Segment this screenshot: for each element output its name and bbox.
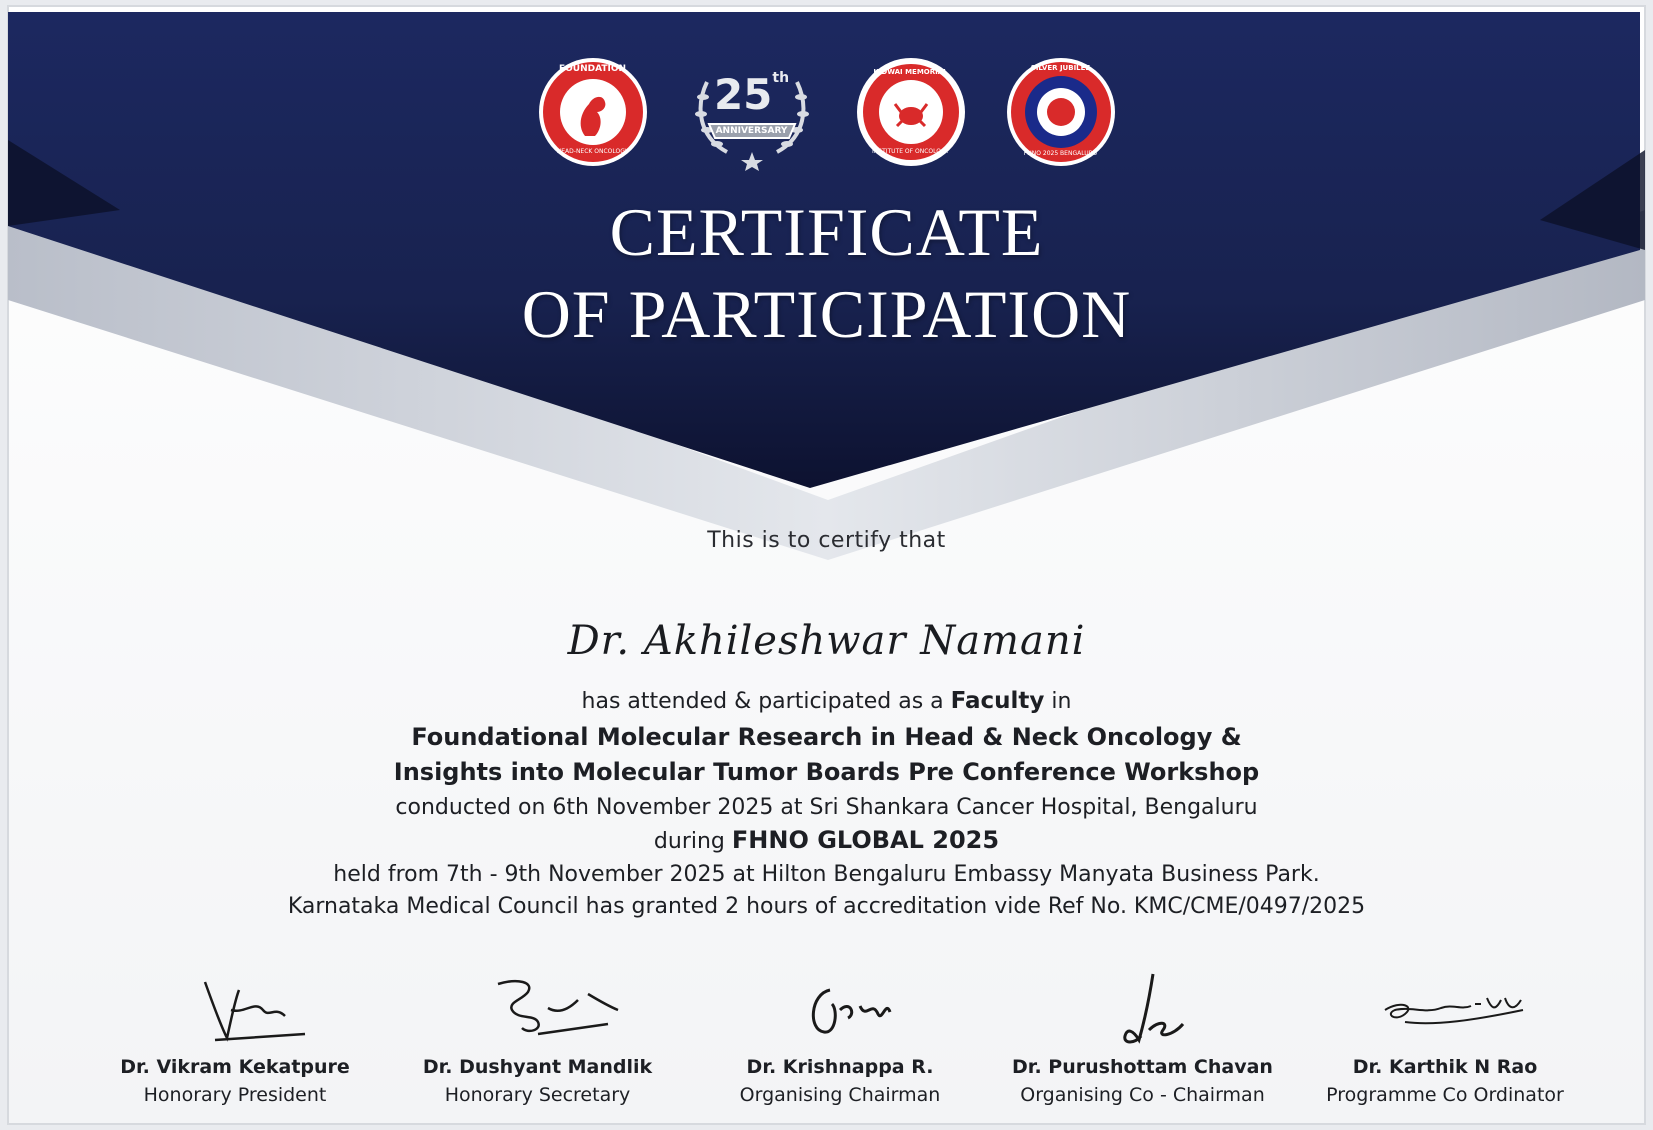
event-name: FHNO GLOBAL 2025 [731, 826, 1000, 854]
25th-anniversary-logo [687, 52, 817, 172]
foundation-head-neck-oncology-logo [537, 56, 649, 168]
signatory-1 [90, 970, 380, 1106]
recipient-name: Dr. Akhileshwar Namani [567, 618, 1086, 664]
signature-2-image [438, 970, 638, 1050]
signatory-2 [393, 970, 683, 1106]
anniversary-number-text: 25 [713, 70, 773, 119]
participation-role: Faculty [950, 688, 1045, 714]
silver-jubilee-fhno-logo [1005, 56, 1117, 168]
signatory-2-name: Dr. Dushyant Mandlik [422, 1056, 653, 1078]
anniversary-ribbon-text: ANNIVERSARY [715, 126, 788, 136]
certificate-heading-line1: CERTIFICATE [609, 194, 1044, 270]
workshop-title-line2: Insights into Molecular Tumor Boards Pre Conference Workshop [393, 758, 1260, 786]
signatory-3-role: Organising Chairman [739, 1084, 941, 1106]
logo3-top-text: KIDWAI MEMORIAL [873, 68, 948, 76]
logo4-bottom-text: FHNO 2025 BENGALURU [1023, 150, 1098, 157]
workshop-title-line1: Foundational Molecular Research in Head & Neck Oncology & [411, 723, 1242, 751]
logo4-top-text: SILVER JUBILEE [1030, 64, 1091, 72]
participation-prefix: has attended & participated as a [581, 689, 944, 714]
certify-intro: This is to certify that [707, 528, 946, 553]
logo1-bottom-text: HEAD-NECK ONCOLOGY [556, 148, 629, 155]
logo1-top-text: FOUNDATION [558, 64, 627, 74]
signature-1-image [135, 970, 335, 1050]
logo-row [0, 52, 1653, 172]
signatory-5-role: Programme Co Ordinator [1326, 1084, 1564, 1106]
anniversary-suffix: th [772, 70, 790, 86]
anniversary-number [687, 70, 817, 119]
signatory-3 [695, 970, 985, 1106]
participation-line [0, 688, 1653, 714]
signature-4-image [1043, 970, 1243, 1050]
signatory-1-role: Honorary President [143, 1084, 327, 1106]
signatory-5-name: Dr. Karthik N Rao [1352, 1056, 1538, 1078]
accreditation-line: Karnataka Medical Council has granted 2 hours of accreditation vide Ref No. KMC/CME/0497/2025 [287, 894, 1366, 919]
kidwai-memorial-institute-logo [855, 56, 967, 168]
signature-5-image [1345, 970, 1545, 1050]
signature-row [90, 970, 1590, 1106]
signatory-3-name: Dr. Krishnappa R. [746, 1056, 934, 1078]
held-line: held from 7th - 9th November 2025 at Hilton Bengaluru Embassy Manyata Business Park. [333, 862, 1320, 887]
conducted-line: conducted on 6th November 2025 at Sri Shankara Cancer Hospital, Bengaluru [395, 795, 1258, 820]
during-prefix: during [653, 829, 725, 854]
participation-suffix: in [1051, 689, 1072, 714]
signatory-1-name: Dr. Vikram Kekatpure [120, 1056, 350, 1078]
signature-3-image [740, 970, 940, 1050]
during-line [0, 826, 1653, 854]
signatory-4-name: Dr. Purushottam Chavan [1012, 1056, 1273, 1078]
signatory-5 [1300, 970, 1590, 1106]
signatory-4-role: Organising Co - Chairman [1020, 1084, 1265, 1106]
signatory-2-role: Honorary Secretary [444, 1084, 631, 1106]
logo3-bottom-text: INSTITUTE OF ONCOLOGY [872, 148, 949, 155]
certificate-heading-line2: OF PARTICIPATION [521, 276, 1132, 352]
signatory-4 [998, 970, 1288, 1106]
